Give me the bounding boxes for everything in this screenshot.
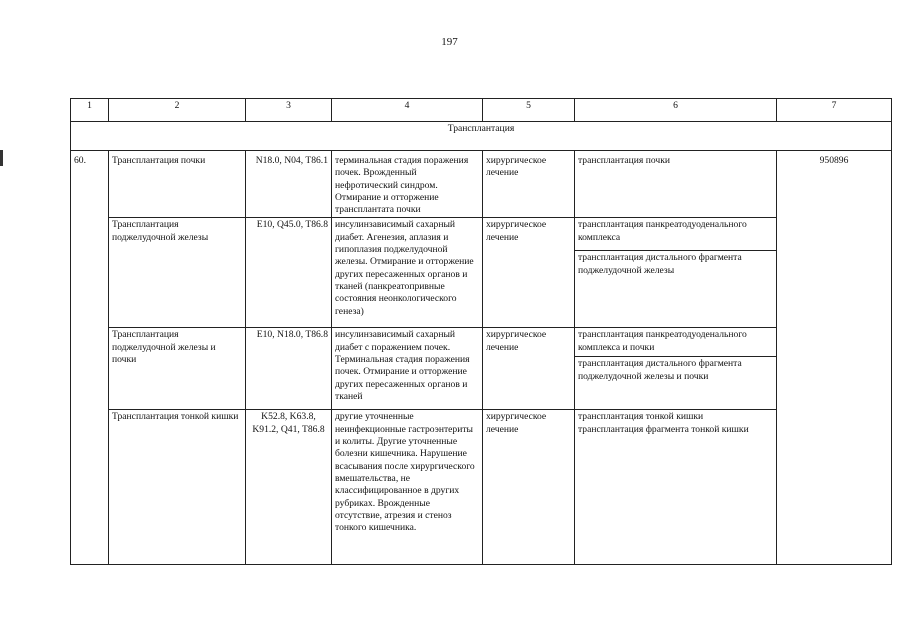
treatment-type: хирургическое лечение — [483, 151, 575, 218]
page-number: 197 — [441, 36, 458, 48]
table-row — [71, 218, 892, 251]
diagnosis: инсулинзависимый сахарный диабет с поражением почек. Терминальная стадия поражения почек. Отмирание и отторжение других пересаженных органов и тканей — [332, 328, 483, 410]
column-number: 1 — [71, 99, 109, 122]
table-row — [71, 328, 892, 357]
column-number: 6 — [575, 99, 777, 122]
procedure-name: Трансплантация поджелудочной железы и почки — [109, 328, 246, 410]
column-number: 5 — [483, 99, 575, 122]
icd-codes: E10, N18.0, T86.8 — [246, 328, 332, 410]
diagnosis: другие уточненные неинфекционные гастроэнтериты и колиты. Другие уточненные болезни кишечника. Нарушение всасывания после хирургического вмешательства, не классифицированное в других рубриках. Врожденные отсутствие, атрезия и стеноз тонкого кишечника. — [332, 410, 483, 565]
treatment-method: трансплантация панкреатодуоденального комплекса и почки — [575, 328, 777, 357]
icd-codes: N18.0, N04, T86.1 — [246, 151, 332, 218]
scan-edge-mark — [0, 150, 3, 166]
treatment-method: трансплантация фрагмента тонкой кишки — [578, 423, 749, 435]
column-number: 7 — [777, 99, 892, 122]
treatment-method: трансплантация тонкой кишки — [578, 411, 704, 423]
procedure-name: Трансплантация тонкой кишки — [109, 410, 246, 565]
treatment-methods — [575, 410, 777, 565]
column-number-row — [71, 99, 892, 122]
section-row — [71, 122, 892, 151]
treatment-method: трансплантация панкреатодуоденального комплекса — [575, 218, 777, 251]
treatment-method: трансплантация почки — [575, 151, 777, 218]
section-title: Трансплантация — [71, 122, 892, 151]
procedure-name: Трансплантация почки — [109, 151, 246, 218]
treatment-method: трансплантация дистального фрагмента поджелудочной железы — [575, 251, 777, 328]
row-number: 60. — [71, 151, 109, 565]
treatment-type: хирургическое лечение — [483, 328, 575, 410]
diagnosis: терминальная стадия поражения почек. Врожденный нефротический синдром. Отмирание и отторжение трансплантата почки — [332, 151, 483, 218]
transplantation-table — [70, 98, 892, 565]
table-row — [71, 410, 892, 565]
column-number: 3 — [246, 99, 332, 122]
diagnosis: инсулинзависимый сахарный диабет. Агенезия, аплазия и гипоплазия поджелудочной железы. Отмирание и отторжение других пересаженных органов и тканей (панкреатопривные состояния неонкологического генеза) — [332, 218, 483, 328]
treatment-type: хирургическое лечение — [483, 218, 575, 328]
column-number: 2 — [109, 99, 246, 122]
table-row — [71, 151, 892, 218]
icd-codes: K52.8, K63.8, K91.2, Q41, T86.8 — [246, 410, 332, 565]
treatment-type: хирургическое лечение — [483, 410, 575, 565]
procedure-name: Трансплантация поджелудочной железы — [109, 218, 246, 328]
icd-codes: E10, Q45.0, T86.8 — [246, 218, 332, 328]
column-number: 4 — [332, 99, 483, 122]
treatment-method: трансплантация дистального фрагмента поджелудочной железы и почки — [575, 357, 777, 410]
cost-value: 950896 — [777, 151, 892, 565]
